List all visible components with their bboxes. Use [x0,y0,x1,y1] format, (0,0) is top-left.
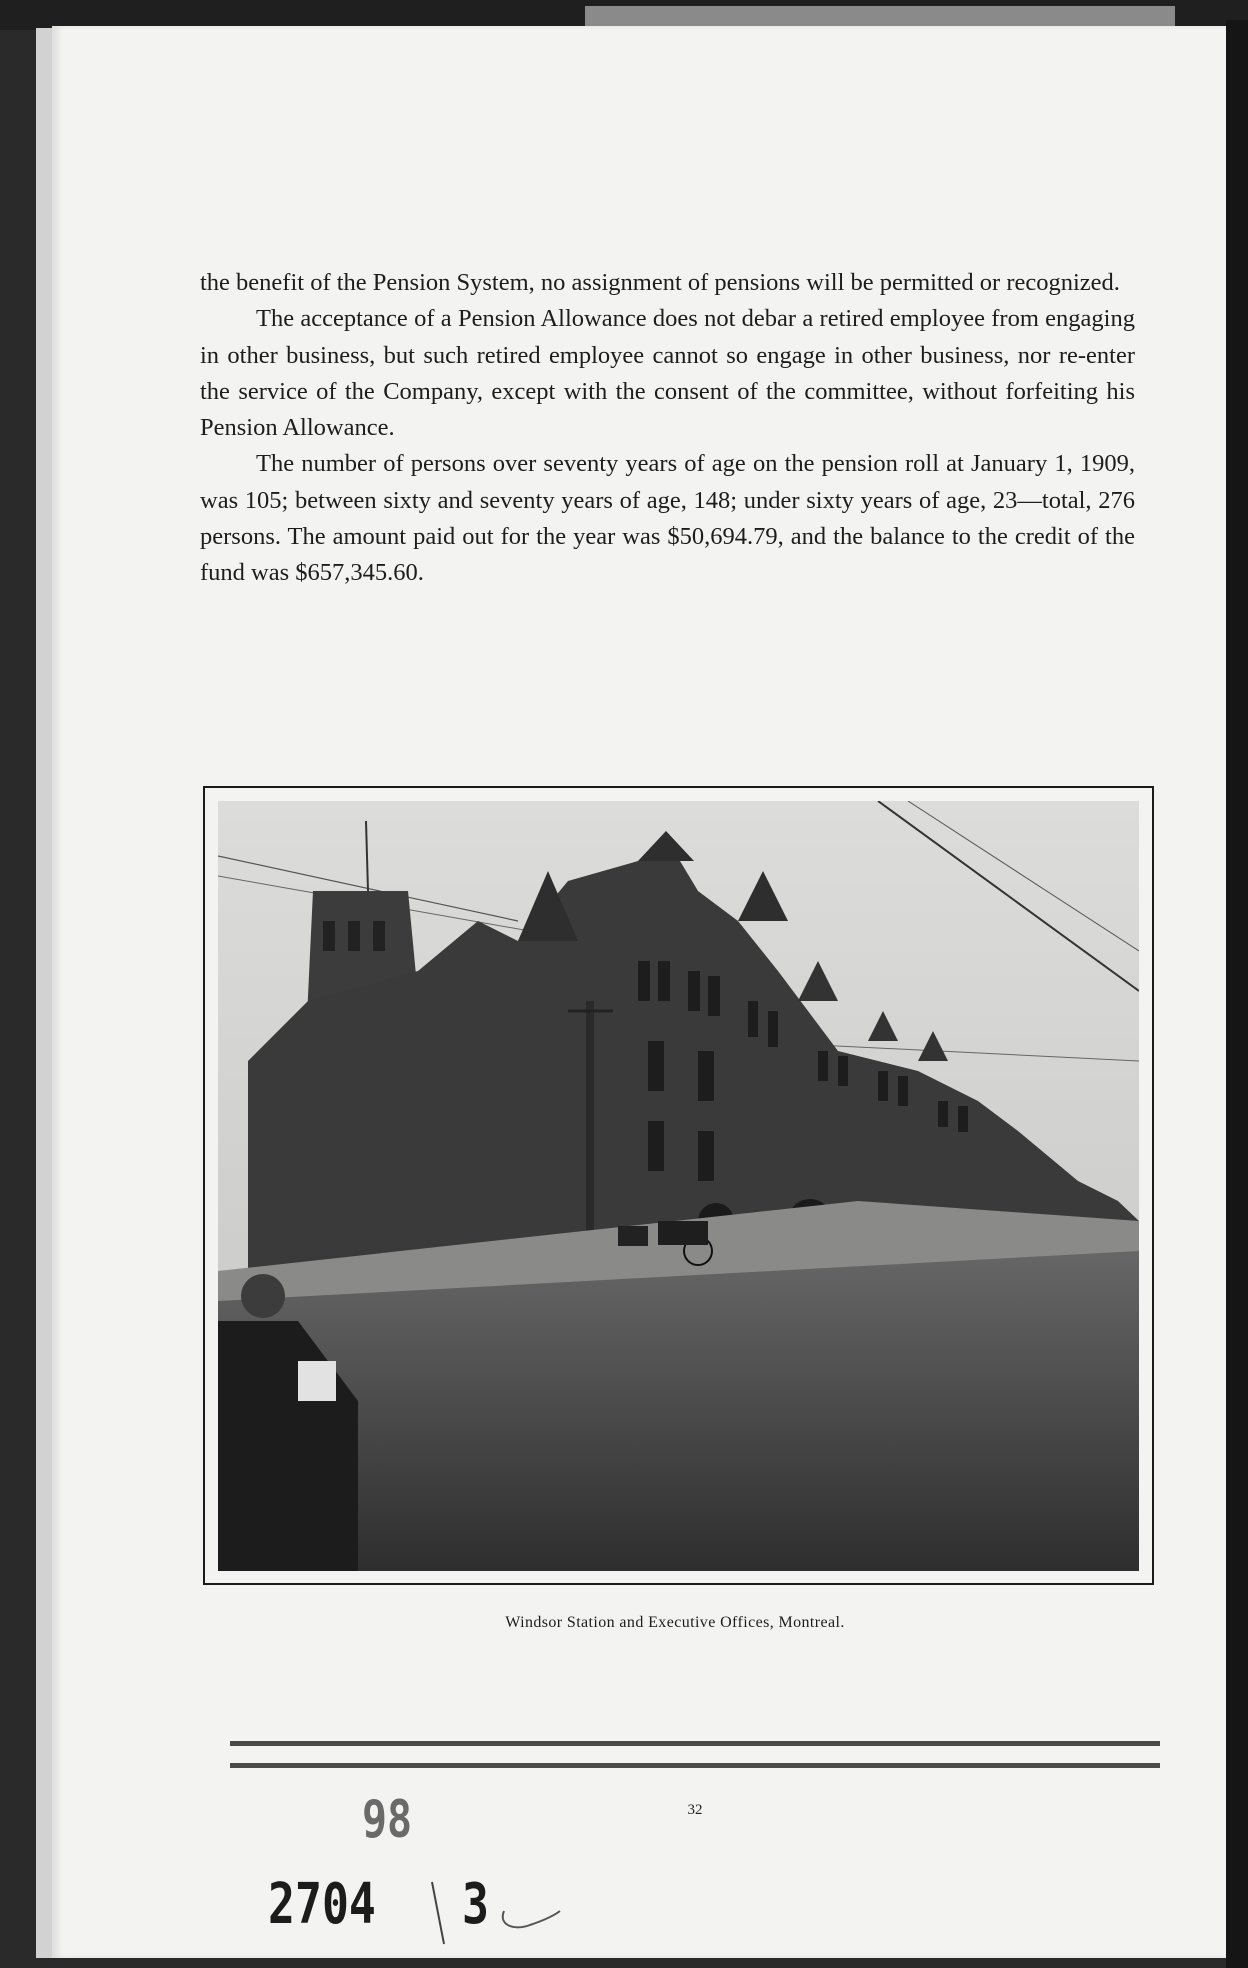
footer-rule-top [230,1741,1160,1746]
handwritten-squiggle-mark [496,1895,566,1935]
paragraph-3: The number of persons over seventy years of age on the pension roll at January 1, 1909, was 105; between sixty and seventy years of age, 148; under sixty years of age, 23—total, 276 persons. The amount paid out for the year was $50,694.79, and the balance to the credit of the fund was $657,345.60. [200,450,1135,587]
photo-illustration [218,801,1139,1571]
body-text [200,265,1135,592]
scan-right-edge [1226,20,1248,1968]
photo-caption: Windsor Station and Executive Offices, Montreal. [505,1614,845,1631]
photo-frame [203,786,1154,1585]
station-photograph [218,801,1139,1571]
paragraph-1: the benefit of the Pension System, no assignment of pensions will be permitted or recognized. [200,269,1120,296]
archive-stamp-suffix: 3 [462,1872,489,1937]
paragraph-2: The acceptance of a Pension Allowance does not debar a retired employee from engaging in other business, but such retired employee cannot so engage in other business, nor re-enter the service of the Company, except with the consent of the committee, without forfeiting his Pension Allowance. [200,305,1135,442]
footer-rule-bottom [230,1763,1160,1768]
archive-stamp-number: 2704 [268,1872,376,1937]
handwritten-slash-mark [428,1878,448,1948]
archive-stamp-top: 98 [362,1790,413,1850]
page-number: 32 [687,1802,703,1818]
